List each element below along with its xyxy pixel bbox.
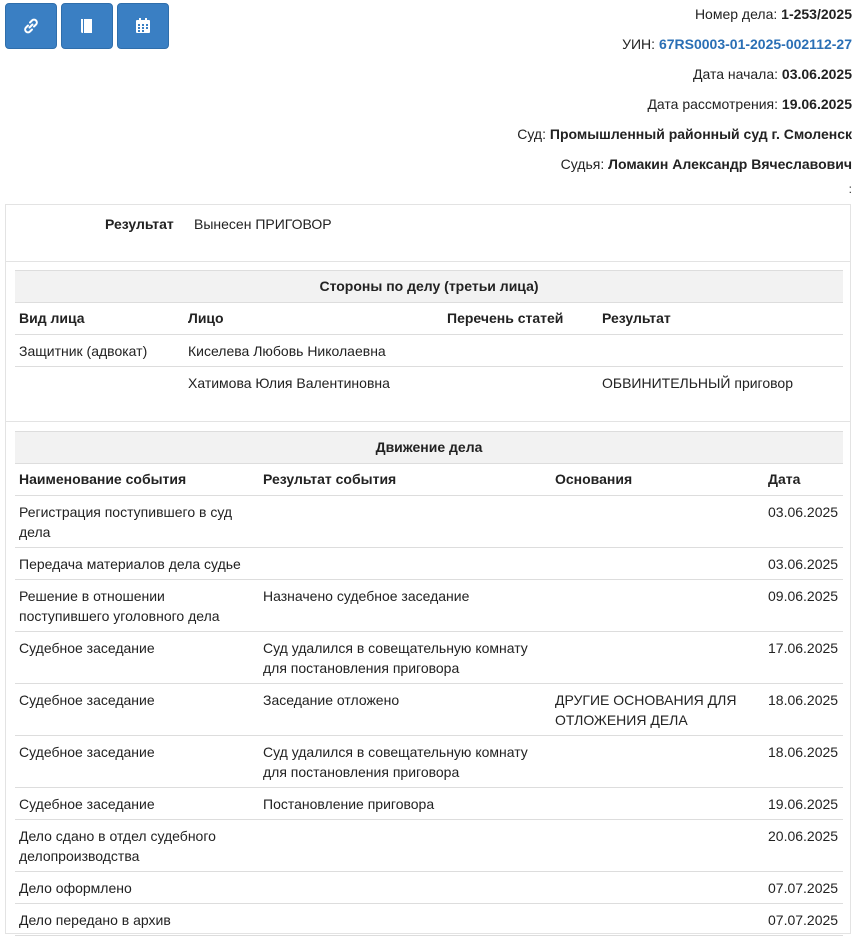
event-name: Судебное заседание bbox=[15, 736, 259, 788]
moves-header-date: Дата bbox=[764, 464, 843, 496]
event-name: Дело передано в архив bbox=[15, 904, 259, 936]
event-result: Постановление приговора bbox=[259, 788, 551, 820]
party-person: Хатимова Юлия Валентиновна bbox=[188, 375, 390, 391]
event-result bbox=[259, 496, 551, 548]
parties-table bbox=[15, 270, 843, 398]
table-row bbox=[15, 904, 843, 936]
event-name: Регистрация поступившего в суд дела bbox=[15, 496, 259, 548]
judge-row bbox=[517, 150, 852, 180]
court-row bbox=[517, 120, 852, 150]
review-date: 19.06.2025 bbox=[781, 96, 852, 112]
event-result bbox=[259, 820, 551, 872]
parties-header-type: Вид лица bbox=[15, 303, 184, 335]
section-divider bbox=[6, 421, 850, 422]
table-row bbox=[15, 580, 843, 632]
case-number: 1-253/2025 bbox=[781, 6, 852, 22]
event-grounds bbox=[551, 788, 764, 820]
judge-label: Судья: bbox=[560, 156, 605, 172]
event-result: Заседание отложено bbox=[259, 684, 551, 736]
event-result bbox=[259, 904, 551, 936]
case-movement-table bbox=[15, 431, 843, 936]
event-date: 20.06.2025 bbox=[764, 820, 843, 872]
result-value: Вынесен ПРИГОВОР bbox=[194, 216, 332, 232]
link-icon bbox=[21, 16, 41, 36]
event-name: Дело оформлено bbox=[15, 872, 259, 904]
table-row bbox=[15, 548, 843, 580]
event-name: Решение в отношении поступившего уголовного дела bbox=[15, 580, 259, 632]
court-name: Промышленный районный суд г. Смоленск bbox=[549, 126, 852, 142]
moves-header-event: Наименование события bbox=[15, 464, 259, 496]
event-name: Судебное заседание bbox=[15, 684, 259, 736]
case-info bbox=[517, 0, 852, 180]
review-date-label: Дата рассмотрения: bbox=[647, 96, 779, 112]
table-row bbox=[15, 335, 843, 367]
event-result: Суд удалился в совещательную комнату для постановления приговора bbox=[259, 632, 551, 684]
event-date: 18.06.2025 bbox=[764, 736, 843, 788]
parties-header-articles: Перечень статей bbox=[443, 303, 598, 335]
start-date: 03.06.2025 bbox=[781, 66, 852, 82]
toolbar bbox=[5, 3, 169, 49]
uin-row bbox=[517, 30, 852, 60]
uin-label: УИН: bbox=[622, 36, 656, 52]
event-result: Назначено судебное заседание bbox=[259, 580, 551, 632]
event-grounds: ДРУГИЕ ОСНОВАНИЯ ДЛЯ ОТЛОЖЕНИЯ ДЕЛА bbox=[551, 684, 764, 736]
event-grounds bbox=[551, 548, 764, 580]
event-name: Передача материалов дела судье bbox=[15, 548, 259, 580]
party-articles bbox=[443, 335, 598, 367]
result-row bbox=[6, 205, 850, 262]
uin-link[interactable]: 67RS0003-01-2025-002112-27 bbox=[658, 36, 852, 52]
table-row bbox=[15, 632, 843, 684]
parties-header-person: Лицо bbox=[184, 303, 443, 335]
moves-header-grounds: Основания bbox=[551, 464, 764, 496]
table-row bbox=[15, 872, 843, 904]
event-date: 17.06.2025 bbox=[764, 632, 843, 684]
trailing-colon: : bbox=[848, 182, 852, 196]
case-number-label: Номер дела: bbox=[694, 6, 778, 22]
table-row bbox=[15, 788, 843, 820]
event-grounds bbox=[551, 496, 764, 548]
link-button[interactable] bbox=[5, 3, 57, 49]
event-date: 09.06.2025 bbox=[764, 580, 843, 632]
result-label: Результат bbox=[105, 216, 174, 232]
table-row bbox=[15, 684, 843, 736]
event-name: Судебное заседание bbox=[15, 788, 259, 820]
case-number-row bbox=[517, 0, 852, 30]
event-grounds bbox=[551, 736, 764, 788]
event-grounds bbox=[551, 872, 764, 904]
start-date-label: Дата начала: bbox=[693, 66, 779, 82]
event-date: 03.06.2025 bbox=[764, 548, 843, 580]
table-row bbox=[15, 496, 843, 548]
court-label: Суд: bbox=[517, 126, 546, 142]
parties-header-result: Результат bbox=[598, 303, 843, 335]
party-articles bbox=[443, 367, 598, 399]
start-date-row bbox=[517, 60, 852, 90]
book-icon bbox=[77, 16, 97, 36]
event-grounds bbox=[551, 632, 764, 684]
calendar-icon bbox=[133, 16, 153, 36]
table-row bbox=[15, 736, 843, 788]
event-name: Судебное заседание bbox=[15, 632, 259, 684]
calendar-button[interactable] bbox=[117, 3, 169, 49]
event-result: Суд удалился в совещательную комнату для постановления приговора bbox=[259, 736, 551, 788]
event-date: 19.06.2025 bbox=[764, 788, 843, 820]
party-type bbox=[15, 367, 184, 399]
table-row bbox=[15, 820, 843, 872]
event-name: Дело сдано в отдел судебного делопроизводства bbox=[15, 820, 259, 872]
party-type: Защитник (адвокат) bbox=[15, 335, 184, 367]
event-date: 07.07.2025 bbox=[764, 904, 843, 936]
event-grounds bbox=[551, 820, 764, 872]
event-grounds bbox=[551, 580, 764, 632]
party-person: Киселева Любовь Николаевна bbox=[184, 335, 443, 367]
moves-header-result: Результат события bbox=[259, 464, 551, 496]
party-result: ОБВИНИТЕЛЬНЫЙ приговор bbox=[602, 375, 793, 391]
event-grounds bbox=[551, 904, 764, 936]
event-result bbox=[259, 872, 551, 904]
case-panel bbox=[5, 204, 851, 934]
judge-name: Ломакин Александр Вячеславович bbox=[608, 156, 852, 172]
event-date: 03.06.2025 bbox=[764, 496, 843, 548]
event-date: 18.06.2025 bbox=[764, 684, 843, 736]
moves-caption: Движение дела bbox=[15, 432, 843, 464]
parties-caption: Стороны по делу (третьи лица) bbox=[15, 271, 843, 303]
table-row bbox=[15, 367, 843, 399]
event-result bbox=[259, 548, 551, 580]
party-result bbox=[598, 335, 843, 367]
review-date-row bbox=[517, 90, 852, 120]
book-button[interactable] bbox=[61, 3, 113, 49]
event-date: 07.07.2025 bbox=[764, 872, 843, 904]
